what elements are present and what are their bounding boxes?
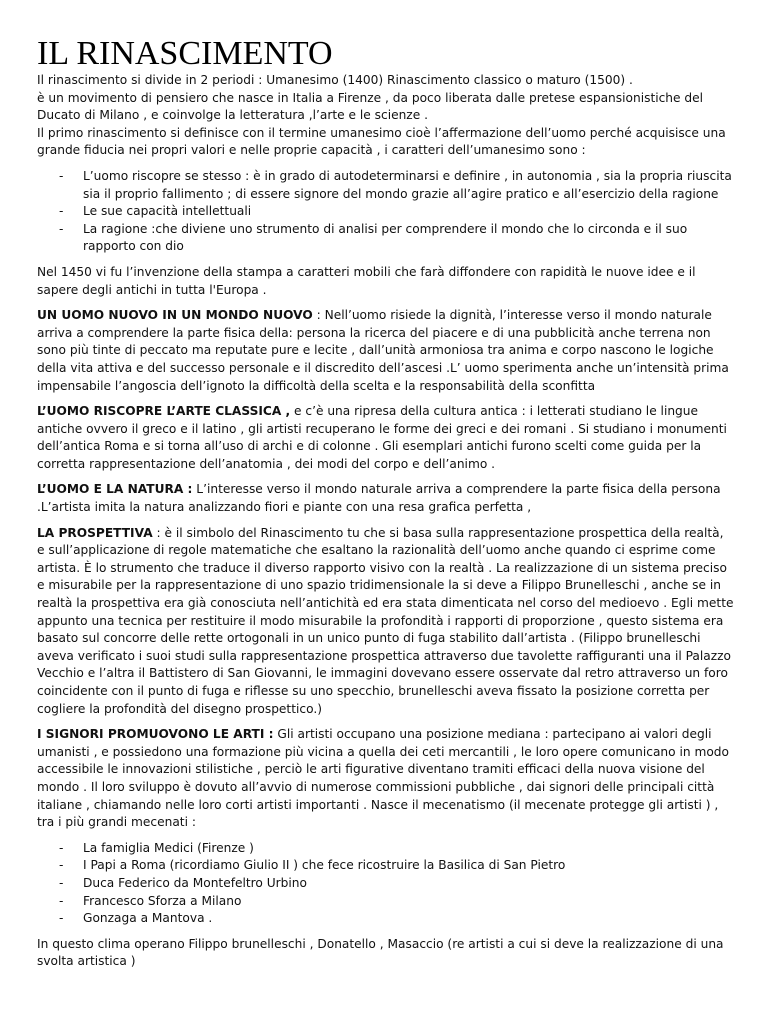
- section-heading: LA PROSPETTIVA: [37, 525, 153, 540]
- list-item: - I Papi a Roma (ricordiamo Giulio II ) che fece ricostruire la Basilica di San Pietro: [37, 857, 734, 875]
- patrons-list: [37, 840, 734, 928]
- intro-paragraph-movement: è un movimento di pensiero che nasce in Italia a Firenze , da poco liberata dalle pretese espansionistiche del Ducato di Milano , e coinvolge la letteratura ,l’arte e le scienze .: [37, 90, 704, 123]
- section-patrons: [37, 726, 734, 832]
- section-text: L’interesse verso il mondo naturale arriva a comprendere la parte fisica della persona .L’artista imita la natura analizzando fiori e piante con una resa grafica perfetta ,: [37, 482, 721, 515]
- list-item: - Le sue capacità intellettuali: [37, 203, 734, 221]
- section-heading: L’UOMO RISCOPRE L’ARTE CLASSICA ,: [37, 404, 291, 419]
- section-nature: [37, 481, 734, 516]
- section-new-man: [37, 307, 734, 395]
- list-item: - Francesco Sforza a Milano: [37, 893, 734, 911]
- section-classical-art: [37, 403, 734, 473]
- section-heading: UN UOMO NUOVO IN UN MONDO NUOVO: [37, 308, 313, 323]
- document-title: IL RINASCIMENTO: [37, 35, 333, 72]
- list-item: - Gonzaga a Mantova .: [37, 910, 734, 928]
- printing-paragraph: Nel 1450 vi fu l’invenzione della stampa a caratteri mobili che farà diffondere con rapidità le nuove idee e il sapere degli antichi in tutta l'Europa .: [37, 264, 696, 297]
- section-heading: L’UOMO E LA NATURA :: [37, 482, 193, 497]
- section-text: Gli artisti occupano una posizione mediana : partecipano ai valori degli umanisti , e possiedono una formazione più vicina a quella dei ceti mercantili , le loro opere comunicano in modo accessibile le innovazioni stilistiche , perciò le arti figurative diventano tramiti efficaci della nuova visione del mondo . Il loro sviluppo è dovuto all’avvio di numerose commissioni pubbliche , dai signori delle principali città italiane , chiamando nelle loro corti artisti importanti . Nasce il mecenatismo (il mecenate protegge gli artisti ) , tra i più grandi mecenati :: [37, 727, 729, 830]
- list-item: - La famiglia Medici (Firenze ): [37, 840, 734, 858]
- list-item: - Duca Federico da Montefeltro Urbino: [37, 875, 734, 893]
- intro-paragraph-humanism: Il primo rinascimento si definisce con il termine umanesimo cioè l’affermazione dell’uomo perché acquisisce una grande fiducia nei propri valori e nelle proprie capacità , i caratteri dell’umanesimo sono :: [37, 125, 726, 158]
- characteristics-list: [37, 168, 734, 256]
- list-item: - L’uomo riscopre se stesso : è in grado di autodeterminarsi e definire , in autonomia , sia la propria riuscita sia il proprio fallimento ; di essere signore del mondo grazie all’agire pratico e all’esercizio della ragione: [37, 168, 734, 203]
- section-heading: I SIGNORI PROMUOVONO LE ARTI :: [37, 727, 274, 742]
- section-perspective: [37, 525, 734, 719]
- section-text: : Nell’uomo risiede la dignità, l’interesse verso il mondo naturale arriva a comprendere la parte fisica della: persona la ricerca del piacere e di una pubblicità anche terrena non sono più tinte di peccato ma reputate pure e lecite , dall’unità armoniosa tra anima e corpo nascono le logiche della vita attiva e del successo personale e il discredito dell’ascesi .L’ uomo sperimenta anche un’intensità prima impensabile l’angoscia dell’ignoto la difficoltà della scelta e la responsabilità della sconfitta: [37, 308, 729, 393]
- section-text: : è il simbolo del Rinascimento tu che si basa sulla rappresentazione prospettica della realtà, e sull’applicazione di regole matematiche che esaltano la razionalità dell’uomo anche quando ci esprime come artista. È lo strumento che traduce il diverso rapporto visivo con la realtà . La realizzazione di un sistema preciso e misurabile per la rappresentazione di uno spazio tridimensionale la si deve a Filippo Brunelleschi , anche se in realtà la prospettiva era già conosciuta nell’antichità ed era stata dimenticata nel corso del medioevo . Egli mette appunto una tecnica per restituire il modo misurabile la profondità i rapporti di proporzione , questo sistema era basato sul concorre delle rette ortogonali in un unico punto di fuga stabilito dall’artista . (Filippo brunelleschi aveva verificato i suoi studi sulla rappresentazione prospettica attraverso due tavolette raffiguranti una il Palazzo Vecchio e l’altra il Battistero di San Giovanni, le immagini dovevano essere osservate dal retro attraverso un foro coincidente con il punto di fuga e riflesse su uno specchio, brunelleschi aveva fissato la posizione corretta per cogliere la profondità del disegno prospettico.): [37, 525, 734, 716]
- section-text: e c’è una ripresa della cultura antica : i letterati studiano le lingue antiche ovvero il greco e il latino , gli artisti recuperano le forme dei greci e dei romani . Si studiano i monumenti dell’antica Roma e si torna all’uso di archi e di colonne . Gli esemplari antichi furono scelti come guida per la corretta rappresentazione dell’anatomia , dei modi del corpo e dell’animo .: [37, 404, 727, 471]
- intro-paragraph-periods: Il rinascimento si divide in 2 periodi : Umanesimo (1400) Rinascimento classico o maturo (1500) .: [37, 73, 633, 87]
- closing-paragraph: In questo clima operano Filippo brunelleschi , Donatello , Masaccio (re artisti a cui si deve la realizzazione di una svolta artistica ): [37, 936, 724, 969]
- list-item: - La ragione :che diviene uno strumento di analisi per comprendere il mondo che lo circonda e il suo rapporto con dio: [37, 221, 734, 256]
